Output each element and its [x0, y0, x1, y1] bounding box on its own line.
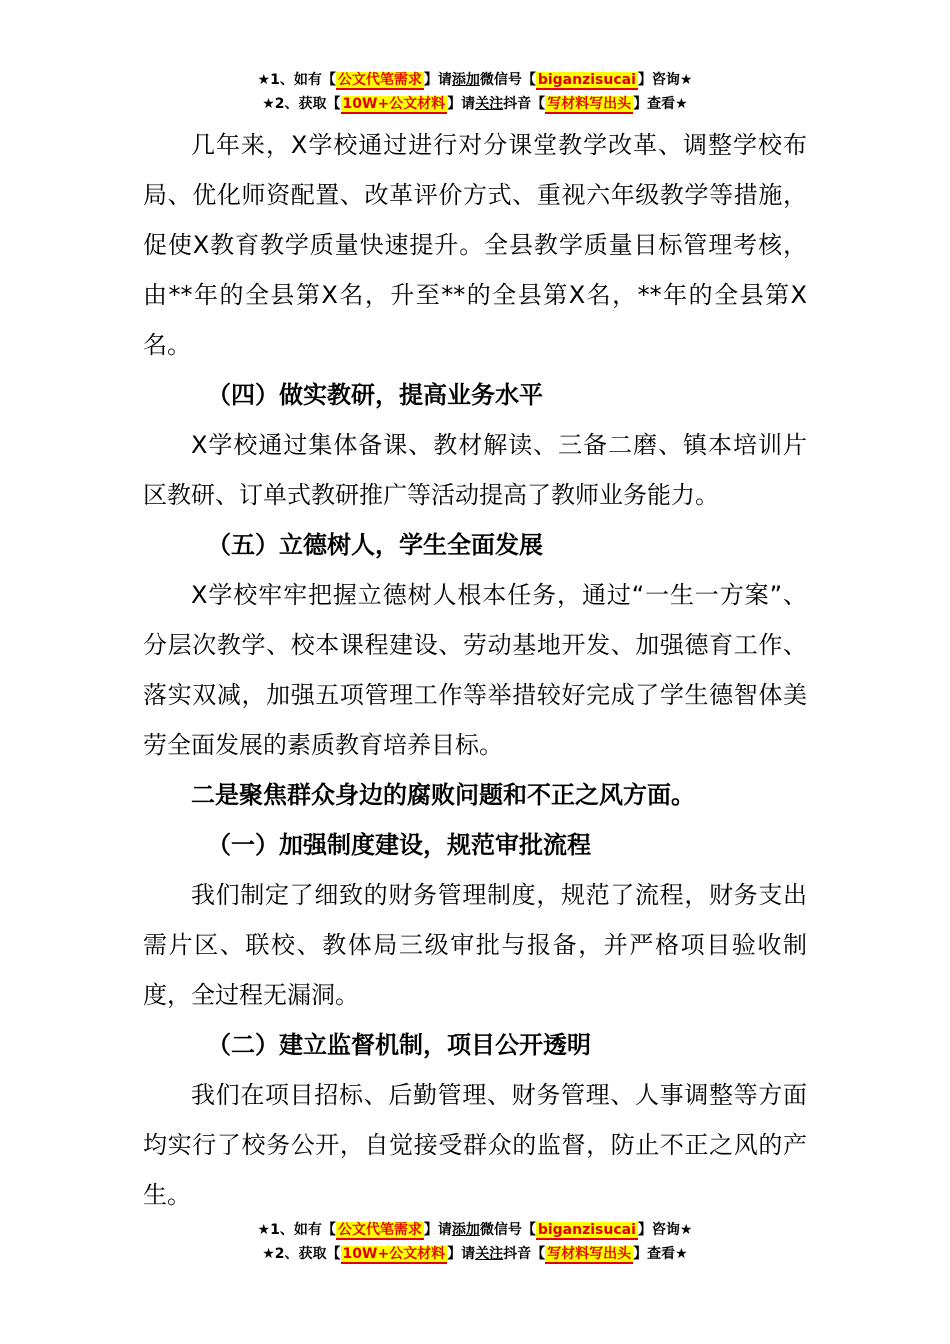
banner-text: 】查看★	[633, 1246, 688, 1262]
footer-banner	[0, 1218, 950, 1266]
section-heading: （二）建立监督机制，项目公开透明	[207, 1031, 591, 1059]
banner-text: 抖音【	[503, 1246, 546, 1262]
banner-line-2	[0, 1242, 950, 1266]
banner-highlight: 写材料写出头	[547, 96, 632, 112]
banner-underline: 添加	[451, 1222, 480, 1238]
paragraph: X学校通过集体备课、教材解读、三备二磨、镇本培训片区教研、订单式教研推广等活动提高了教师业务能力。	[143, 431, 807, 509]
document-body	[143, 120, 807, 1220]
paragraph: 几年来，X学校通过进行对分课堂教学改革、调整学校布局、优化师资配置、改革评价方式、重视六年级教学等措施，促使X教育教学质量快速提升。全县教学质量目标管理考核，由**年的全县第X名，升至**的全县第X名，**年的全县第X名。	[143, 131, 807, 359]
major-heading: 二是聚焦群众身边的腐败问题和不正之风方面。	[191, 781, 695, 809]
banner-text: 微信号【	[479, 72, 536, 88]
banner-text: 微信号【	[479, 1222, 536, 1238]
header-banner	[0, 68, 950, 116]
banner-line-2	[0, 92, 950, 116]
paragraph: 我们制定了细致的财务管理制度，规范了流程，财务支出需片区、联校、教体局三级审批与报备，并严格项目验收制度，全过程无漏洞。	[143, 881, 807, 1009]
paragraph: 我们在项目招标、后勤管理、财务管理、人事调整等方面均实行了校务公开，自觉接受群众的监督，防止不正之风的产生。	[143, 1081, 807, 1209]
banner-text: 】查看★	[633, 96, 688, 112]
banner-line-1	[0, 68, 950, 92]
banner-highlight: 公文代笔需求	[337, 1222, 422, 1238]
banner-text: ★1、如有【	[257, 1222, 336, 1238]
banner-highlight: 10W+公文材料	[342, 96, 446, 112]
banner-text: ★2、获取【	[262, 1246, 341, 1262]
banner-text: 】咨询★	[637, 1222, 693, 1238]
banner-text: 】请	[447, 96, 476, 112]
banner-highlight: biganzisucai	[537, 72, 636, 88]
banner-text: ★1、如有【	[257, 72, 336, 88]
banner-underline: 添加	[451, 72, 480, 88]
banner-text: 】请	[423, 1222, 452, 1238]
banner-highlight: 10W+公文材料	[342, 1246, 446, 1262]
section-heading: （四）做实教研，提高业务水平	[207, 381, 543, 409]
banner-text: 】咨询★	[637, 72, 693, 88]
banner-highlight: biganzisucai	[537, 1222, 636, 1238]
banner-text: 】请	[423, 72, 452, 88]
banner-text: 抖音【	[503, 96, 546, 112]
section-heading: （一）加强制度建设，规范审批流程	[207, 831, 591, 859]
banner-highlight: 写材料写出头	[547, 1246, 632, 1262]
banner-line-1	[0, 1218, 950, 1242]
banner-underline: 关注	[475, 96, 504, 112]
banner-text: 】请	[447, 1246, 476, 1262]
paragraph: X学校牢牢把握立德树人根本任务，通过“一生一方案”、分层次教学、校本课程建设、劳动基地开发、加强德育工作、落实双减，加强五项管理工作等举措较好完成了学生德智体美劳全面发展的素质教育培养目标。	[143, 581, 807, 759]
banner-highlight: 公文代笔需求	[337, 72, 422, 88]
section-heading: （五）立德树人，学生全面发展	[207, 531, 543, 559]
banner-underline: 关注	[475, 1246, 504, 1262]
banner-text: ★2、获取【	[262, 96, 341, 112]
